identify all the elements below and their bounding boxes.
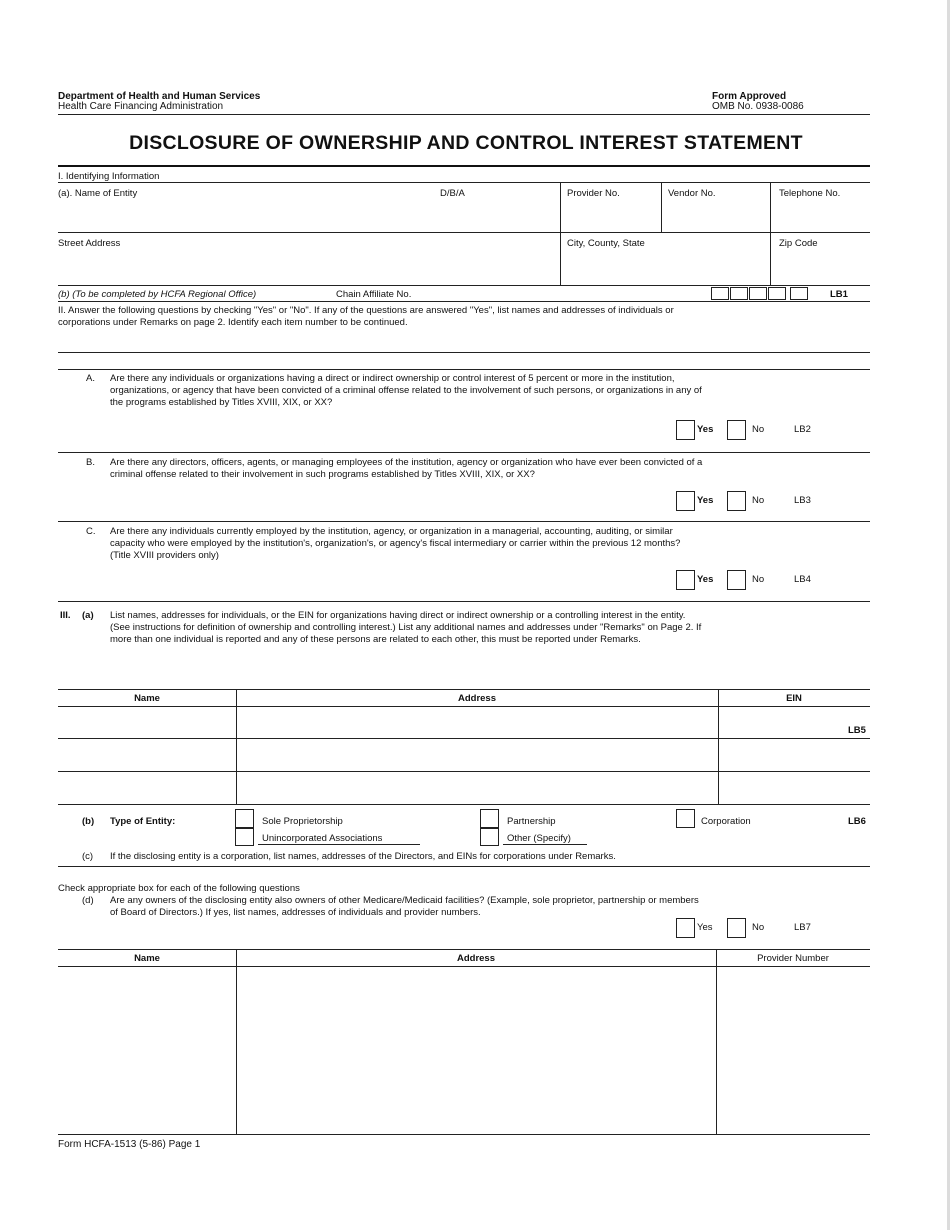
partnership-checkbox[interactable] <box>480 809 499 828</box>
question-c-yes-checkbox[interactable] <box>676 570 695 590</box>
question-a-no-checkbox[interactable] <box>727 420 746 440</box>
other-specify-checkbox[interactable] <box>480 828 499 846</box>
question-d-no-checkbox[interactable] <box>727 918 746 938</box>
agency-line-1: Department of Health and Human Services <box>58 91 261 102</box>
zip-code-label: Zip Code <box>779 238 818 249</box>
provider-no-label: Provider No. <box>567 188 620 199</box>
table2-name-field[interactable] <box>60 968 234 1132</box>
row1-rule <box>58 232 870 233</box>
question-b-line-2: criminal offense related to their involvement in such programs established by Titles XVIII, XIX, or XX? <box>110 469 535 480</box>
table2-col-divider-2 <box>716 949 717 1135</box>
table2-provider-number-field[interactable] <box>718 968 868 1132</box>
type-of-entity-label: Type of Entity: <box>110 816 176 827</box>
row3-rule <box>58 301 870 302</box>
question-b-yes-checkbox[interactable] <box>676 491 695 511</box>
telephone-no-label: Telephone No. <box>779 188 841 199</box>
section3-b-label: (b) <box>82 816 95 827</box>
header-rule <box>58 114 870 115</box>
table2-top-rule <box>58 949 870 950</box>
table2-bottom-rule <box>58 1134 870 1135</box>
table1-header-name: Name <box>134 693 160 704</box>
table1-row-rule-1 <box>58 738 870 739</box>
table1-bottom-rule <box>58 804 870 805</box>
section1-top-rule <box>58 165 870 167</box>
table1-header-ein: EIN <box>786 693 802 704</box>
section3-a-line-3: more than one individual is reported and any of these persons are related to each other, this must be reported under Remarks. <box>110 634 641 645</box>
section3-label: III. <box>60 610 71 621</box>
page-title: DISCLOSURE OF OWNERSHIP AND CONTROL INTEREST STATEMENT <box>129 132 803 154</box>
section3-d-label: (d) <box>82 895 94 906</box>
table1-row2-ein-field[interactable] <box>720 741 868 769</box>
table1-row1-name-field[interactable] <box>60 708 234 736</box>
provider-no-field[interactable] <box>563 204 659 230</box>
lb4-code: LB4 <box>794 574 811 585</box>
question-a-letter: A. <box>86 373 95 384</box>
telephone-no-field[interactable] <box>773 204 869 230</box>
section2-intro-line-2: corporations under Remarks on page 2. Identify each item number to be continued. <box>58 317 408 328</box>
question-b-no-label: No <box>752 495 765 506</box>
question-b-line-1: Are there any directors, officers, agents, or managing employees of the institution, agency or organization who have ever been convicted of a <box>110 457 703 468</box>
question-a-line-2: organizations, or agency that have been convicted of a criminal offense related to the involvement of such persons, or organizations in any of <box>110 385 702 396</box>
question-d-no-label: No <box>752 922 765 933</box>
unincorporated-associations-checkbox[interactable] <box>235 828 254 846</box>
question-b-no-checkbox[interactable] <box>727 491 746 511</box>
table1-row2-name-field[interactable] <box>60 741 234 769</box>
section3-c-label: (c) <box>82 851 94 862</box>
table2-header-rule <box>58 966 870 967</box>
lb5-code: LB5 <box>848 725 866 736</box>
city-county-state-field[interactable] <box>563 254 768 282</box>
corporation-label: Corporation <box>701 816 751 827</box>
table1-col-divider-2 <box>718 689 719 805</box>
section3-a-line-1: List names, addresses for individuals, or the EIN for organizations having direct or indirect ownership or a controlling interest in the entity. <box>110 610 686 621</box>
chain-affiliate-box-4[interactable] <box>768 287 786 300</box>
question-a-line-3: the programs established by Titles XVIII, XIX, or XX? <box>110 397 333 408</box>
other-specify-label: Other (Specify) <box>507 833 571 844</box>
corporation-checkbox[interactable] <box>676 809 695 828</box>
section3-d-line-2: of Board of Directors.) If yes, list names, addresses of individuals and provider numbers. <box>110 907 481 918</box>
question-c-letter: C. <box>86 526 96 537</box>
lb7-code: LB7 <box>794 922 811 933</box>
section3-a-line-2: (See instructions for definition of ownership and controlling interest.) List any additional names and addresses under "Remarks" on Page 2. If <box>110 622 702 633</box>
question-a-yes-label: Yes <box>697 424 714 435</box>
question-d-yes-checkbox[interactable] <box>676 918 695 938</box>
lb6-code: LB6 <box>848 816 866 827</box>
question-b-letter: B. <box>86 457 95 468</box>
lb2-code: LB2 <box>794 424 811 435</box>
table2-header-provider-number: Provider Number <box>757 953 829 964</box>
check-heading: Check appropriate box for each of the following questions <box>58 883 300 894</box>
section1-heading-rule <box>58 182 870 183</box>
section3-c-text: If the disclosing entity is a corporation, list names, addresses of the Directors, and EINs for corporations under Remarks. <box>110 851 616 862</box>
chain-affiliate-box-1[interactable] <box>711 287 729 300</box>
dba-label: D/B/A <box>440 188 465 199</box>
vendor-no-label: Vendor No. <box>668 188 716 199</box>
row2-rule <box>58 285 870 286</box>
omb-number: OMB No. 0938-0086 <box>712 101 804 112</box>
table1-header-address: Address <box>457 693 496 704</box>
city-county-state-label: City, County, State <box>567 238 645 249</box>
agency-line-2: Health Care Financing Administration <box>58 101 224 112</box>
vendor-no-field[interactable] <box>664 204 768 230</box>
table1-row3-address-field[interactable] <box>238 774 716 802</box>
section2-intro-line-1: II. Answer the following questions by checking "Yes" or "No". If any of the questions are answered "Yes", list names and addresses of individuals or <box>58 305 674 316</box>
table1-row-rule-2 <box>58 771 870 772</box>
section3-d-line-1: Are any owners of the disclosing entity also owners of other Medicare/Medicaid facilities? (Example, sole proprietor, partnership or members <box>110 895 699 906</box>
form-approved: Form Approved <box>712 91 787 102</box>
name-of-entity-label: (a). Name of Entity <box>58 188 138 199</box>
chain-affiliate-box-2[interactable] <box>730 287 748 300</box>
section2-rule-2 <box>58 369 870 370</box>
table2-col-divider-1 <box>236 949 237 1135</box>
question-c-line-3: (Title XVIII providers only) <box>110 550 219 561</box>
chain-affiliate-box-5[interactable] <box>790 287 808 300</box>
question-a-no-label: No <box>752 424 765 435</box>
street-address-field[interactable] <box>58 254 558 282</box>
table1-row3-ein-field[interactable] <box>720 774 868 802</box>
hcfa-regional-note: (b) (To be completed by HCFA Regional Office) <box>58 289 257 300</box>
table2-address-field[interactable] <box>238 968 714 1132</box>
table1-header-rule <box>58 706 870 707</box>
table1-row3-name-field[interactable] <box>60 774 234 802</box>
table1-row1-address-field[interactable] <box>238 708 716 736</box>
partnership-label: Partnership <box>507 816 556 827</box>
table1-row2-address-field[interactable] <box>238 741 716 769</box>
unincorporated-associations-label: Unincorporated Associations <box>262 833 383 844</box>
question-b-yes-label: Yes <box>697 495 714 506</box>
unincorporated-underline <box>258 844 420 845</box>
chain-affiliate-box-3[interactable] <box>749 287 767 300</box>
question-a-rule <box>58 452 870 453</box>
sole-proprietorship-checkbox[interactable] <box>235 809 254 828</box>
table1-top-rule <box>58 689 870 690</box>
question-a-line-1: Are there any individuals or organizations having a direct or indirect ownership or control interest of 5 percent or more in the institution, <box>110 373 675 384</box>
form-footer: Form HCFA-1513 (5-86) Page 1 <box>58 1139 201 1150</box>
lb3-code: LB3 <box>794 495 811 506</box>
question-a-yes-checkbox[interactable] <box>676 420 695 440</box>
table2-header-address: Address <box>456 953 495 964</box>
question-b-rule <box>58 521 870 522</box>
other-specify-underline <box>503 844 587 845</box>
zip-code-field[interactable] <box>773 254 869 282</box>
question-c-line-1: Are there any individuals currently employed by the institution, agency, or organization in a managerial, accounting, auditing, or similar <box>110 526 673 537</box>
section2-rule-1 <box>58 352 870 353</box>
section3-c-rule <box>58 866 870 867</box>
name-of-entity-field[interactable] <box>58 204 558 230</box>
street-address-label: Street Address <box>58 238 121 249</box>
col-divider-3 <box>770 182 771 285</box>
sole-proprietorship-label: Sole Proprietorship <box>262 816 343 827</box>
section3-a-label: (a) <box>82 610 94 621</box>
col-divider-1 <box>560 182 561 285</box>
table2-header-name: Name <box>134 953 160 964</box>
question-c-no-label: No <box>752 574 765 585</box>
col-divider-2 <box>661 182 662 232</box>
question-c-no-checkbox[interactable] <box>727 570 746 590</box>
table1-row1-ein-field[interactable] <box>720 708 840 736</box>
question-c-rule <box>58 601 870 602</box>
lb1-code: LB1 <box>830 289 848 300</box>
question-c-line-2: capacity who were employed by the institution's, organization's, or agency's fiscal intermediary or carrier within the previous 12 months? <box>110 538 681 549</box>
question-c-yes-label: Yes <box>697 574 714 585</box>
table1-col-divider-1 <box>236 689 237 805</box>
question-d-yes-label: Yes <box>697 922 713 933</box>
section1-heading: I. Identifying Information <box>58 171 160 182</box>
chain-affiliate-label: Chain Affiliate No. <box>336 289 412 300</box>
